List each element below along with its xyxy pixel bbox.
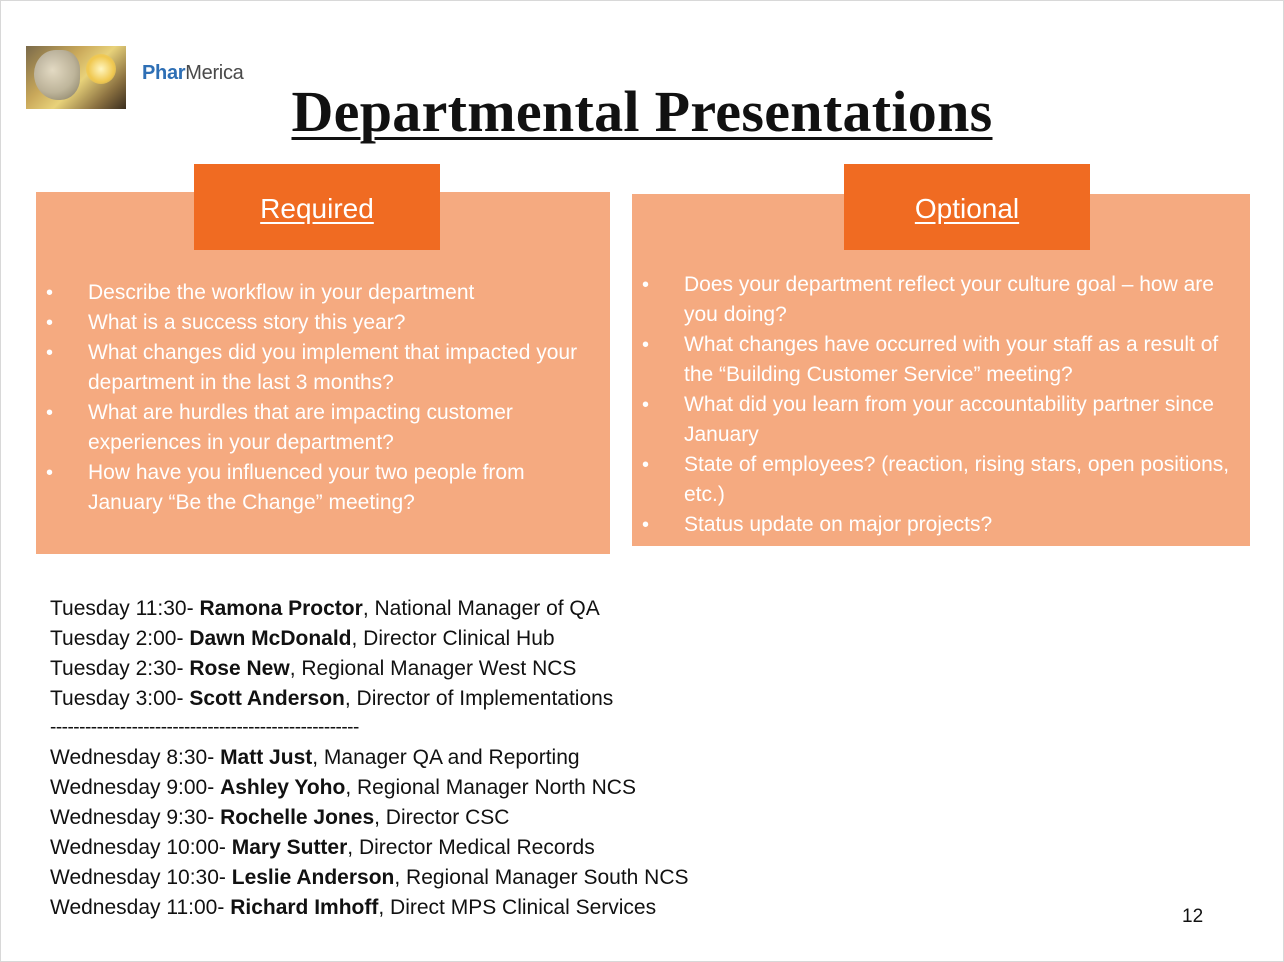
schedule-row [50,594,810,624]
schedule-row [50,893,810,923]
presenter-role: , Regional Manager West NCS [289,657,577,680]
required-item: • How have you influenced your two people from January “Be the Change” meeting? [36,458,596,518]
schedule-row [50,863,810,893]
optional-list [632,270,1244,540]
optional-item: • Status update on major projects? [632,510,1244,540]
schedule-row [50,743,810,773]
required-item: • Describe the workflow in your department [36,278,596,308]
schedule-time: Wednesday 8:30- [50,746,215,769]
brand-name-part1: Phar [142,62,186,84]
required-item: • What changes did you implement that impacted your department in the last 3 months? [36,338,596,398]
page-number: 12 [1182,906,1204,927]
presenter-role: , Regional Manager North NCS [345,776,636,799]
schedule-row [50,803,810,833]
schedule-time: Wednesday 10:00- [50,836,226,859]
presenter-role: , Director Clinical Hub [351,627,555,650]
schedule-time: Wednesday 11:00- [50,896,225,919]
optional-item: • What changes have occurred with your staff as a result of the “Building Customer Service” meeting? [632,330,1244,390]
presenter-name: Leslie Anderson [231,866,395,889]
page-title: Departmental Presentations [291,79,993,144]
schedule-divider: ----------------------------------------------------- [50,717,359,738]
presenter-name: Rochelle Jones [220,806,375,829]
schedule-time: Tuesday 2:00- [50,627,184,650]
presenter-role: , Manager QA and Reporting [312,746,580,769]
required-list [36,278,596,518]
optional-item: • What did you learn from your accountability partner since January [632,390,1244,450]
schedule-time: Wednesday 9:00- [50,776,215,799]
optional-item: • State of employees? (reaction, rising stars, open positions, etc.) [632,450,1244,510]
schedule-row [50,684,810,713]
optional-heading: Optional [844,164,1090,250]
schedule-row [50,624,810,654]
presenter-role: , National Manager of QA [362,597,600,620]
presenter-name: Rose New [189,657,290,680]
presenter-role: , Director Medical Records [347,836,595,859]
presenter-role: , Direct MPS Clinical Services [378,896,657,919]
required-item: • What are hurdles that are impacting customer experiences in your department? [36,398,596,458]
presenter-name: Ashley Yoho [220,776,346,799]
presenter-role: , Director of Implementations [344,687,614,710]
brand-name-part2: Merica [185,62,244,84]
schedule-row [50,654,810,684]
schedule-row [50,773,810,803]
presentation-schedule [50,594,810,923]
presenter-name: Scott Anderson [189,687,345,710]
schedule-time: Tuesday 3:00- [50,687,184,710]
schedule-time: Wednesday 10:30- [50,866,226,889]
presenter-role: , Regional Manager South NCS [394,866,689,889]
presenter-name: Ramona Proctor [199,597,363,620]
schedule-time: Tuesday 2:30- [50,657,184,680]
required-item: • What is a success story this year? [36,308,596,338]
presenter-name: Dawn McDonald [189,627,352,650]
presenter-role: , Director CSC [374,806,510,829]
optional-item: • Does your department reflect your culture goal – how are you doing? [632,270,1244,330]
presenter-name: Mary Sutter [231,836,348,859]
schedule-time: Wednesday 9:30- [50,806,215,829]
presenter-name: Richard Imhoff [230,896,379,919]
schedule-time: Tuesday 11:30- [50,597,194,620]
schedule-row [50,833,810,863]
presenter-name: Matt Just [220,746,313,769]
required-heading: Required [194,164,440,250]
